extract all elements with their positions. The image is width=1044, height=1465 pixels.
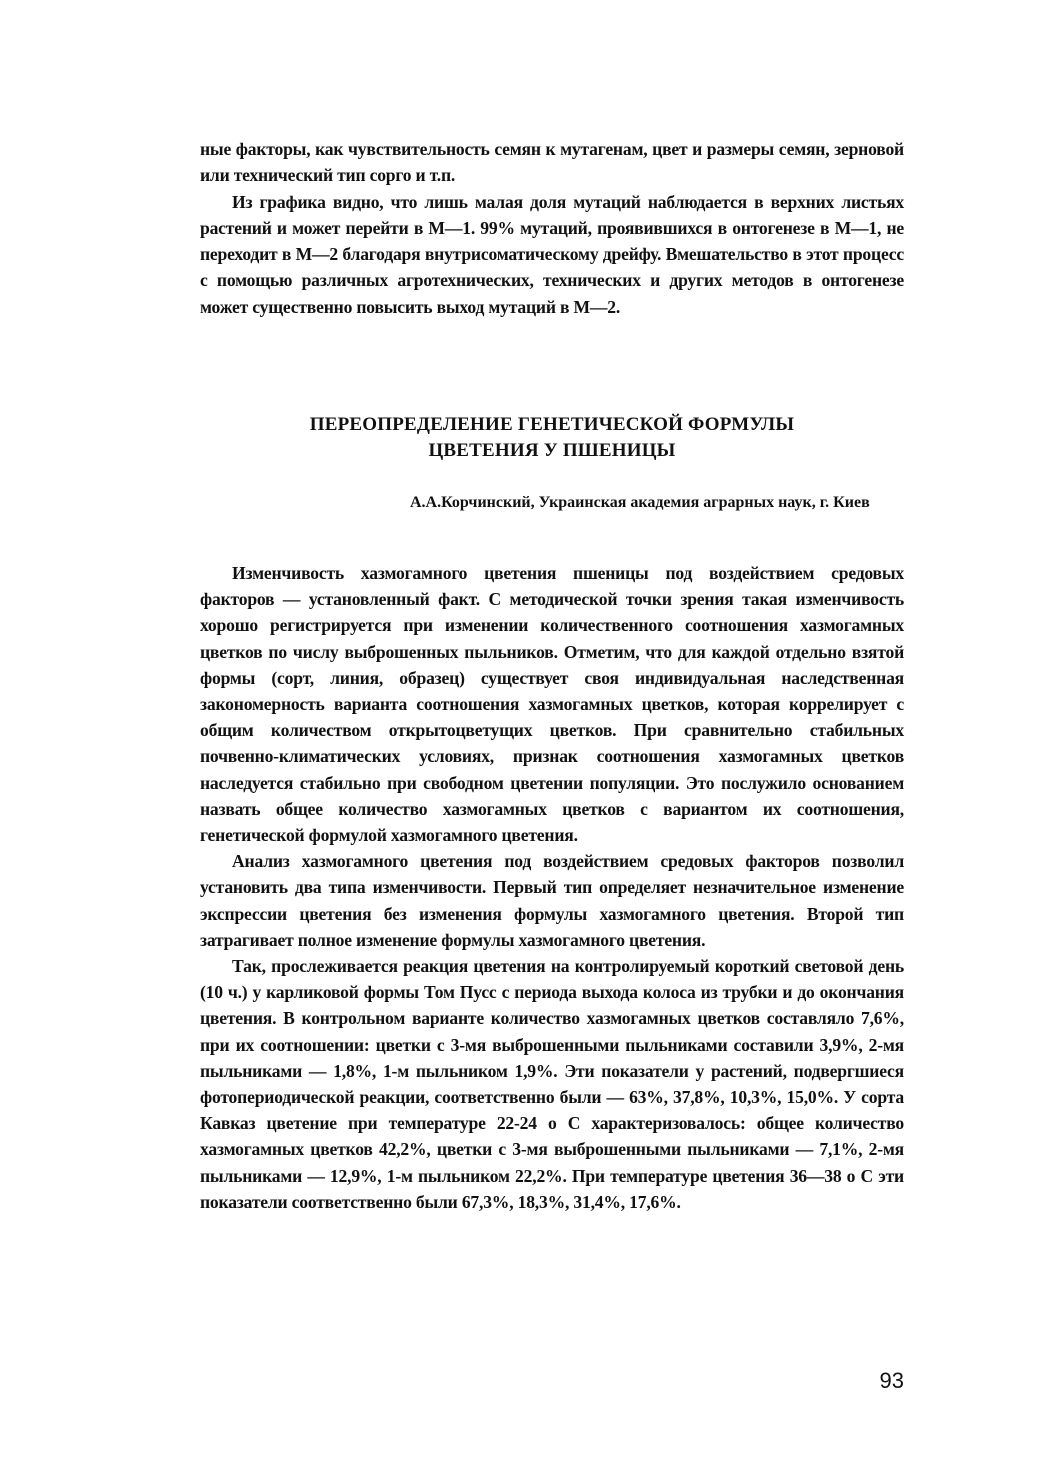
article-title-line-2: ЦВЕТЕНИЯ У ПШЕНИЦЫ [428, 440, 676, 461]
intro-paragraph-continued: ные факторы, как чувствительность семян к мутагенам, цвет и размеры семян, зерновой или технический тип сорго и т.п. [200, 139, 904, 186]
page-number: 93 [879, 1368, 904, 1393]
body-paragraph: Анализ хазмогамного цветения под воздействием средовых факторов позволил установить два типа изменчивости. Первый тип определяет незначительное изменение экспрессии цветения без изменения формулы хазмогамного цветения. Второй тип затрагивает полное изменение формулы хазмогамного цветения. [200, 851, 904, 950]
intro-paragraph-graph: Из графика видно, что лишь малая доля мутаций наблюдается в верхних листьях растений и может перейти в М—1. 99% мутаций, проявившихся в онтогенезе в М—1, не переходит в М—2 благодаря внутрисоматическому дрейфу. Вмешательство в этот процесс с помощью различных агротехнических, технических и других методов в онтогенезе может существенно повысить выход мутаций в М—2. [200, 191, 904, 317]
article-title-line-1: ПЕРЕОПРЕДЕЛЕНИЕ ГЕНЕТИЧЕСКОЙ ФОРМУЛЫ [309, 414, 795, 435]
article-body [200, 560, 904, 1215]
body-paragraph: Изменчивость хазмогамного цветения пшеницы под воздействием средовых факторов — установленный факт. С методической точки зрения такая изменчивость хорошо регистрируется при изменении количественного соотношения хазмогамных цветков по числу выброшенных пыльников. Отметим, что для каждой отдельно взятой формы (сорт, линия, образец) существует своя индивидуальная наследственная закономерность варианта соотношения хазмогамных цветков, которая коррелирует с общим количеством открытоцветущих цветков. При сравнительно стабильных почвенно-климатических условиях, признак соотношения хазмогамных цветков наследуется стабильно при свободном цветении популяции. Это послужило основанием назвать общее количество хазмогамных цветков с вариантом их соотношения, генетической формулой хазмогамного цветения. [200, 563, 904, 846]
article-title [200, 412, 904, 464]
article-author: А.А.Корчинский, Украинская академия аграрных наук, г. Киев [410, 494, 870, 511]
intro-text [200, 136, 904, 320]
body-paragraph: Так, прослеживается реакция цветения на контролируемый короткий световой день (10 ч.) у карликовой формы Том Пусс с периода выхода колоса из трубки и до окончания цветения. В контрольном варианте количество хазмогамных цветков составляло 7,6%, при их соотношении: цветки с 3-мя выброшенными пыльниками составили 3,9%, 2-мя пыльниками — 1,8%, 1-м пыльником 1,9%. Эти показатели у растений, подвергшиеся фотопериодической реакции, соответственно были — 63%, 37,8%, 10,3%, 15,0%. У сорта Кавказ цветение при температуре 22-24 о С характеризовалось: общее количество хазмогамных цветков 42,2%, цветки с 3-мя выброшенными пыльниками — 7,1%, 2-мя пыльниками — 12,9%, 1-м пыльником 22,2%. При температуре цветения 36—38 о С эти показатели соответственно были 67,3%, 18,3%, 31,4%, 17,6%. [200, 956, 904, 1212]
